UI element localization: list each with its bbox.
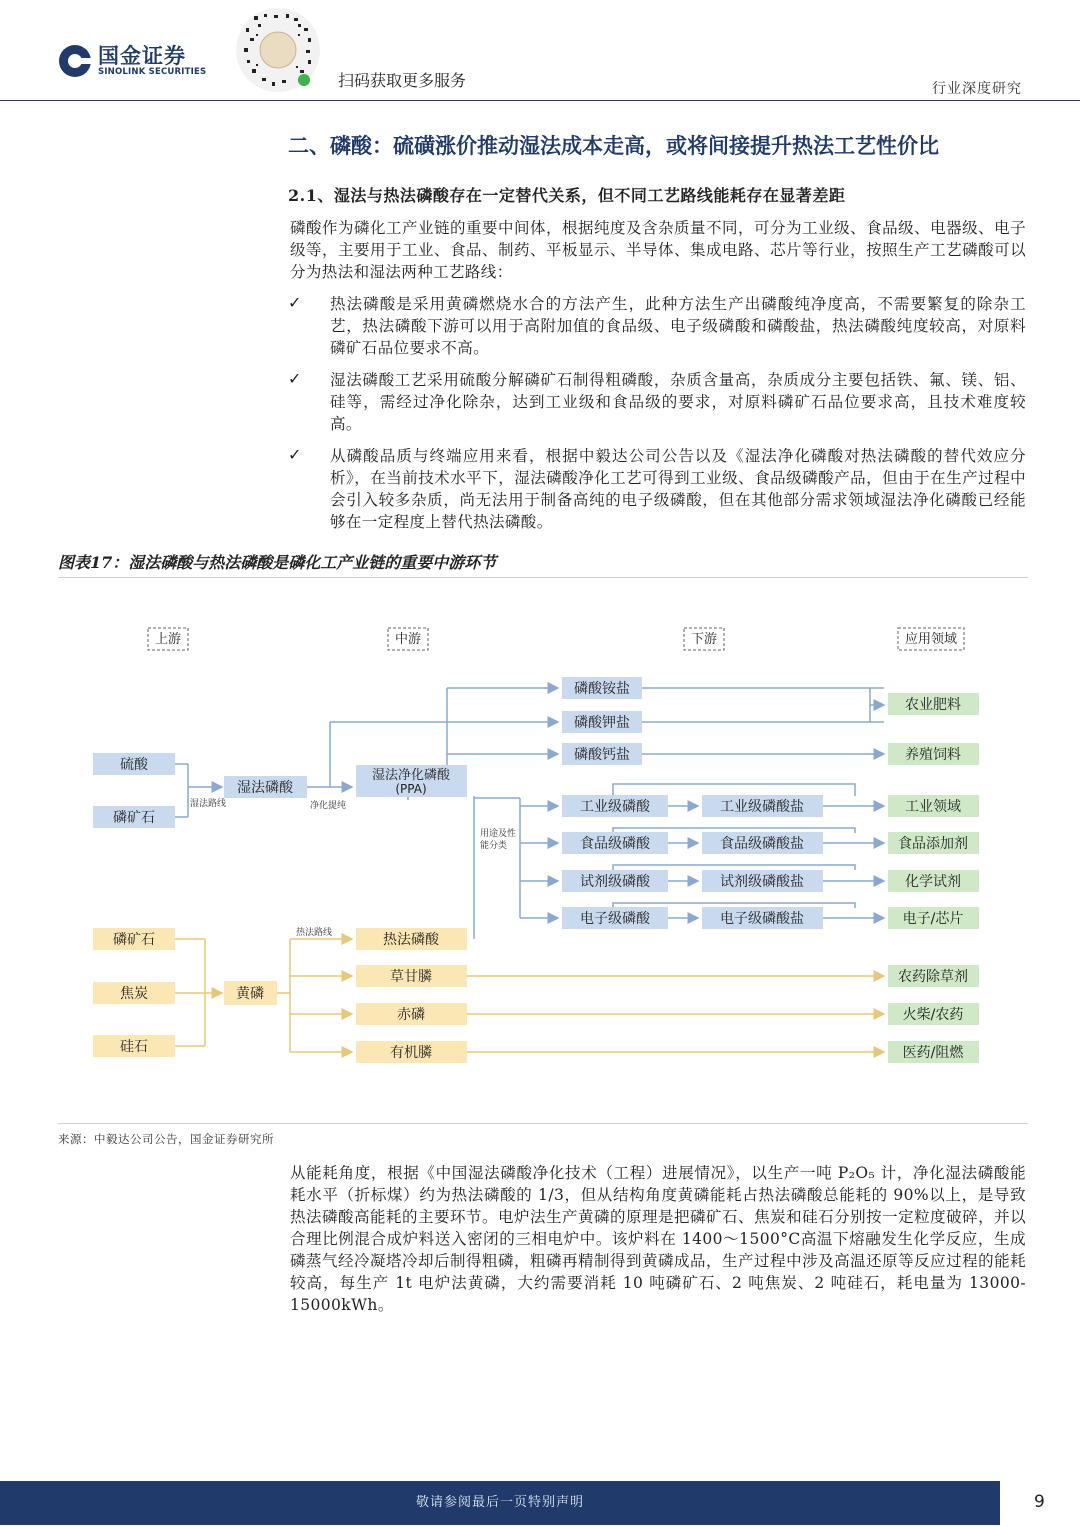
intro-paragraph: 磷酸作为磷化工产业链的重要中间体，根据纯度及含杂质量不同，可分为工业级、食品级、电器级、电子级等，主要用于工业、食品、制药、平板显示、半导体、集成电路、芯片等行业，按照生产工艺磷酸可以分为热法和湿法两种工艺路线： — [290, 219, 1026, 281]
node-feed — [888, 743, 979, 765]
svg-text:磷矿石: 磷矿石 — [113, 932, 155, 948]
check-icon: ✓ — [288, 293, 302, 312]
svg-text:赤磷: 赤磷 — [397, 1007, 425, 1023]
svg-text:农药除草剂: 农药除草剂 — [898, 969, 968, 985]
node-chemical-reagent — [888, 870, 979, 892]
edge-label-wet-route: 湿法路线 — [190, 799, 227, 809]
svg-text:磷矿石: 磷矿石 — [113, 810, 155, 826]
node-ammonium-phosphate — [562, 677, 642, 699]
svg-text:火柴/农药: 火柴/农药 — [902, 1007, 964, 1023]
subsection-title: 2.1、湿法与热法磷酸存在一定替代关系，但不同工艺路线能耗存在显著差距 — [288, 186, 846, 205]
bullet-thermal-acid: 热法磷酸是采用黄磷燃烧水合的方法产生，此种方法生产出磷酸纯净度高，不需要繁复的除杂工艺，热法磷酸下游可以用于高附加值的食品级、电子级磷酸和磷酸盐，热法磷酸纯度较高，对原料磷矿石品位要求不高。 — [330, 295, 1026, 357]
node-wet-phosphoric-acid — [224, 776, 307, 798]
svg-text:电子/芯片: 电子/芯片 — [902, 911, 964, 927]
svg-text:黄磷: 黄磷 — [236, 986, 264, 1002]
svg-text:有机膦: 有机膦 — [390, 1045, 432, 1061]
svg-text:养殖饲料: 养殖饲料 — [905, 747, 961, 763]
node-electronics-chip — [888, 907, 979, 929]
node-phosphate-rock-wet — [93, 806, 175, 828]
edge-label-purification: 净化提纯 — [310, 801, 347, 811]
svg-text:热法磷酸: 热法磷酸 — [383, 932, 439, 948]
node-industrial-grade-acid — [562, 795, 668, 817]
svg-text:食品添加剂: 食品添加剂 — [898, 836, 968, 852]
node-glyphosate — [356, 965, 467, 987]
node-sulfuric-acid — [93, 753, 175, 775]
figure-title: 图表17：湿法磷酸与热法磷酸是磷化工产业链的重要中游环节 — [58, 553, 497, 572]
svg-text:电子级磷酸: 电子级磷酸 — [580, 911, 650, 927]
edge-label-usage-grade-2: 能分类 — [480, 841, 508, 851]
logo-english-name: SINOLINK SECURITIES — [98, 67, 207, 77]
node-electronic-grade-salt — [702, 907, 823, 929]
section-title: 二、磷酸：硫磺涨价推动湿法成本走高，或将间接提升热法工艺性价比 — [288, 134, 939, 158]
logo-chinese-name: 国金证券 — [98, 44, 186, 68]
svg-text:农业肥料: 农业肥料 — [905, 697, 961, 713]
page-number: 9 — [1034, 1492, 1045, 1512]
node-purified-wet-acid-ppa — [356, 765, 467, 797]
footer-disclaimer[interactable]: 敬请参阅最后一页特别声明 — [415, 1495, 584, 1510]
svg-text:硅石: 硅石 — [120, 1039, 148, 1055]
node-industrial-field — [888, 795, 979, 817]
edge-label-usage-grade: 用途及性 — [480, 829, 517, 839]
node-coke — [93, 982, 175, 1004]
node-red-phosphorus — [356, 1003, 467, 1025]
svg-text:草甘膦: 草甘膦 — [390, 969, 432, 985]
svg-text:湿法净化磷酸: 湿法净化磷酸 — [371, 768, 451, 783]
energy-consumption-paragraph: 从能耗角度，根据《中国湿法磷酸净化技术（工程）进展情况》，以生产一吨 P₂O₅ 计，净化湿法磷酸能耗水平（折标煤）约为热法磷酸的 1/3，但从结构角度黄磷能耗占热法磷酸总能耗的 90%以上，是导致热法磷酸高能耗的主要环节。电炉法生产黄磷的原理是把磷矿石、焦炭和硅石分别按一定粒度破碎，并以合理比例混合成炉料送入密闭的三相电炉中。该炉料在 1400～1500°C高温下熔融发生化学反应，生成磷蒸气经冷凝塔冷却后制得粗磷，粗磷再精制得到黄磷成品，生产过程中涉及高温还原等反应过程的能耗较高，每生产 1t 电炉法黄磷，大约需要消耗 10 吨磷矿石、2 吨焦炭、2 吨硅石，耗电量为 13000-15000kWh。 — [290, 1164, 1026, 1314]
node-match-pesticide — [888, 1003, 979, 1025]
column-header-application — [898, 628, 964, 650]
node-yellow-phosphorus — [224, 981, 277, 1005]
svg-text:应用领域: 应用领域 — [904, 632, 958, 647]
header-divider — [0, 100, 1080, 101]
check-icon: ✓ — [288, 369, 302, 388]
svg-text:工业级磷酸盐: 工业级磷酸盐 — [720, 799, 804, 815]
node-silica — [93, 1035, 175, 1057]
node-food-grade-acid — [562, 832, 668, 854]
sinolink-logo-icon — [58, 44, 92, 78]
node-agri-fertilizer — [888, 693, 979, 715]
svg-text:食品级磷酸盐: 食品级磷酸盐 — [720, 836, 804, 852]
edge-label-thermal-route: 热法路线 — [296, 928, 333, 938]
node-industrial-grade-salt — [702, 795, 823, 817]
svg-text:下游: 下游 — [690, 632, 718, 647]
svg-text:上游: 上游 — [154, 632, 182, 647]
node-potassium-phosphate — [562, 711, 642, 733]
node-pesticide-herbicide — [888, 965, 979, 987]
figure-bottom-rule — [58, 1123, 1028, 1124]
svg-text:湿法磷酸: 湿法磷酸 — [237, 780, 293, 796]
svg-text:试剂级磷酸: 试剂级磷酸 — [580, 874, 650, 890]
node-phosphate-rock-thermal — [93, 928, 175, 950]
figure-source: 来源：中毅达公司公告，国金证券研究所 — [58, 1132, 274, 1146]
svg-text:(PPA): (PPA) — [395, 782, 427, 796]
svg-text:磷酸钾盐: 磷酸钾盐 — [574, 715, 630, 731]
node-reagent-grade-acid — [562, 870, 668, 892]
check-icon: ✓ — [288, 445, 302, 464]
svg-text:工业领域: 工业领域 — [905, 799, 961, 815]
column-header-downstream — [684, 628, 724, 650]
report-type-label: 行业深度研究 — [932, 81, 1022, 97]
phosphorus-chain-diagram — [0, 578, 1080, 1123]
svg-text:磷酸铵盐: 磷酸铵盐 — [574, 681, 630, 697]
svg-text:医药/阻燃: 医药/阻燃 — [902, 1045, 964, 1061]
svg-text:焦炭: 焦炭 — [120, 986, 148, 1002]
svg-text:硫酸: 硫酸 — [120, 757, 148, 773]
node-calcium-phosphate — [562, 743, 642, 765]
node-food-grade-salt — [702, 832, 823, 854]
node-thermal-phosphoric-acid — [356, 928, 467, 950]
svg-text:食品级磷酸: 食品级磷酸 — [580, 836, 650, 852]
column-header-midstream — [388, 628, 428, 650]
node-food-additive — [888, 832, 979, 854]
qr-code-icon[interactable] — [234, 6, 322, 94]
node-reagent-grade-salt — [702, 870, 823, 892]
bullet-quality-application: 从磷酸品质与终端应用来看，根据中毅达公司公告以及《湿法净化磷酸对热法磷酸的替代效应分析》，在当前技术水平下，湿法磷酸净化工艺可得到工业级、食品级磷酸产品，但由于在生产过程中会引入较多杂质，尚无法用于制备高纯的电子级磷酸，但在其他部分需求领域湿法净化磷酸已经能够在一定程度上替代热法磷酸。 — [330, 447, 1026, 531]
node-medicine-flame-retardant — [888, 1041, 979, 1063]
svg-text:电子级磷酸盐: 电子级磷酸盐 — [720, 911, 804, 927]
svg-text:试剂级磷酸盐: 试剂级磷酸盐 — [720, 874, 804, 890]
svg-text:中游: 中游 — [394, 632, 422, 647]
svg-text:化学试剂: 化学试剂 — [905, 874, 961, 890]
node-electronic-grade-acid — [562, 907, 668, 929]
scan-for-services-text: 扫码获取更多服务 — [338, 71, 467, 90]
node-organophosphorus — [356, 1041, 467, 1063]
bullet-wet-acid: 湿法磷酸工艺采用硫酸分解磷矿石制得粗磷酸，杂质含量高，杂质成分主要包括铁、氟、镁、铝、硅等，需经过净化除杂，达到工业级和食品级的要求，对原料磷矿石品位要求高，且技术难度较高。 — [330, 371, 1026, 433]
column-header-upstream — [148, 628, 188, 650]
svg-text:磷酸钙盐: 磷酸钙盐 — [574, 747, 630, 763]
svg-text:工业级磷酸: 工业级磷酸 — [580, 799, 650, 815]
